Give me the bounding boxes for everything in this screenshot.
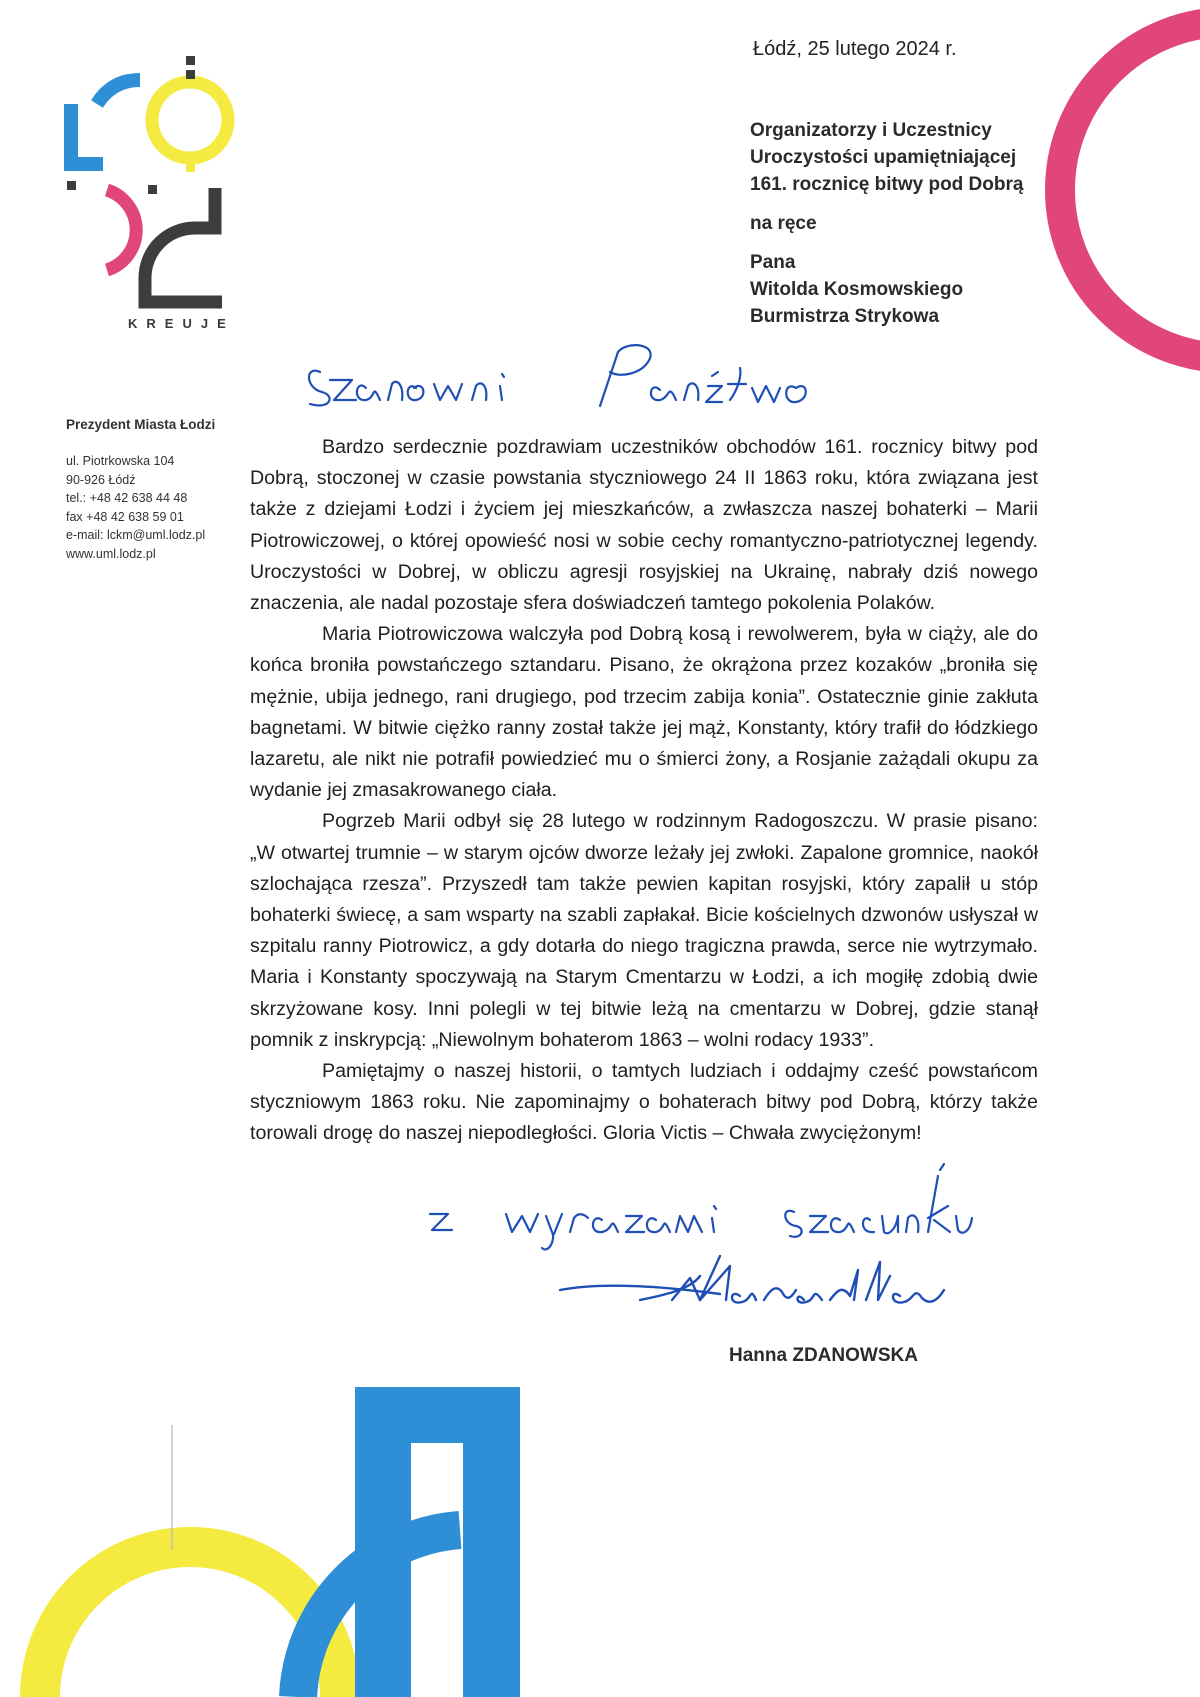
- body-paragraph: Pamiętajmy o naszej historii, o tamtych ludziach i oddajmy cześć powstańcom styczniowym 1863 roku. Nie zapominajmy o bohaterach bitwy pod Dobrą, którzy także torowali drogę do naszej niepodległości. Gloria Victis – Chwała zwyciężonym!: [250, 1060, 1038, 1145]
- lodz-logo: [67, 56, 228, 302]
- body-paragraph: Pogrzeb Marii odbył się 28 lutego w rodzinnym Radogoszczu. W prasie pisano: „W otwartej trumnie – w starym ojców dworze leżały jej zwłoki. Zapalone gromnice, naokół szlochająca rzesza”. Przyszedł tam także pewien kapitan rosyjski, który zapalił u stóp bohaterki świecę, a sam wsparty na szabli zapłakał. Bicie kościelnych dzwonów usłyszał w szpitalu ranny Piotrowicz, a gdy dotarła do niego tragiczna prawda, serce nie wytrzymało. Maria i Konstanty spoczywają na Starym Cmentarzu w Łodzi, a ich mogiłę zdobią dwie skrzyżowane kosy. Inni polegli w tej bitwie leżą na cmentarzu w Dobrej, gdzie stanął pomnik z inskrypcją: „Niewolnym bohaterom 1863 – wolni rodacy 1933”.: [250, 810, 1038, 1051]
- logo-tagline: KREUJE: [128, 316, 235, 331]
- sender-address-line: ul. Piotrkowska 104: [66, 454, 175, 468]
- letter-body: [250, 432, 1038, 1150]
- logo-letter-d-pink: [107, 190, 136, 270]
- sender-website: www.uml.lodz.pl: [66, 546, 156, 561]
- logo-dot: [186, 70, 195, 79]
- handwritten-salutation: [309, 345, 806, 406]
- addressee-line: 161. rocznicę bitwy pod Dobrą: [750, 174, 1024, 195]
- logo-letter-l-blue-curve: [97, 80, 140, 104]
- addressee-person-line: Pana: [750, 252, 796, 273]
- letter-date: Łódź, 25 lutego 2024 r.: [753, 38, 957, 60]
- bottom-decoration: [40, 1387, 520, 1697]
- logo-letter-z-dark: [145, 188, 222, 302]
- sender-phone: tel.: +48 42 638 44 48: [66, 491, 188, 505]
- pink-ring-decoration: [1060, 22, 1200, 358]
- body-paragraph: Maria Piotrowiczowa walczyła pod Dobrą kosą i rewolwerem, była w ciąży, ale do końca broniła powstańczego sztandaru. Pisano, że okrążona przez kozaków „broniła się mężnie, ubija jednego, rani drugiego, pod trzecim zabija konia”. Ostatecznie ginie zakłuta bagnetami. W bitwie ciężko ranny został także jej mąż, Konstanty, który trafił do łódzkiego lazaretu, ale nikt nie potrafił powiedzieć mu o śmierci żony, a Rosjanie zażądali okupu za wydanie jej zmasakrowanego ciała.: [250, 623, 1038, 802]
- logo-dot: [186, 56, 195, 65]
- addressee-person-line: Burmistrza Strykowa: [750, 306, 940, 327]
- sender-address-line: 90-926 Łódź: [66, 472, 136, 487]
- sender-title: Prezydent Miasta Łodzi: [66, 417, 216, 432]
- handwritten-signature: [560, 1256, 944, 1303]
- sender-email: e-mail: lckm@uml.lodz.pl: [66, 528, 206, 542]
- addressee-person-line: Witolda Kosmowskiego: [750, 279, 964, 300]
- logo-dot: [67, 181, 76, 190]
- addressee-line: Organizatorzy i Uczestnicy: [750, 120, 992, 141]
- body-paragraph: Bardzo serdecznie pozdrawiam uczestników obchodów 161. rocznicy bitwy pod Dobrą, stoczonej w czasie powstania styczniowego 24 II 1863 roku, która związana jest także z dziejami Łodzi i życiem jej mieszkańców, a zwłaszcza naszej bohaterki – Marii Piotrowiczowej, o której opowieść nosi w sobie cechy romantyczno-patriotycznej legendy. Uroczystości w Dobrej, w obliczu agresji rosyjskiej na Ukrainę, nabrały dziś nowego znaczenia, ale nadal pozostaje sfera doświadczeń tamtego pokolenia Polaków.: [250, 436, 1038, 615]
- handwritten-closing: [430, 1164, 972, 1249]
- logo-dot: [148, 185, 157, 194]
- signer-name: Hanna ZDANOWSKA: [729, 1345, 918, 1366]
- addressee-via: na ręce: [750, 213, 817, 234]
- logo-dot: [186, 160, 195, 172]
- addressee-block: [750, 117, 1023, 330]
- sender-fax: fax +48 42 638 59 01: [66, 509, 184, 524]
- logo-letter-o-yellow: [152, 82, 228, 158]
- sender-block: [66, 417, 215, 563]
- logo-letter-l-blue: [71, 104, 103, 164]
- addressee-line: Uroczystości upamiętniającej: [750, 147, 1017, 168]
